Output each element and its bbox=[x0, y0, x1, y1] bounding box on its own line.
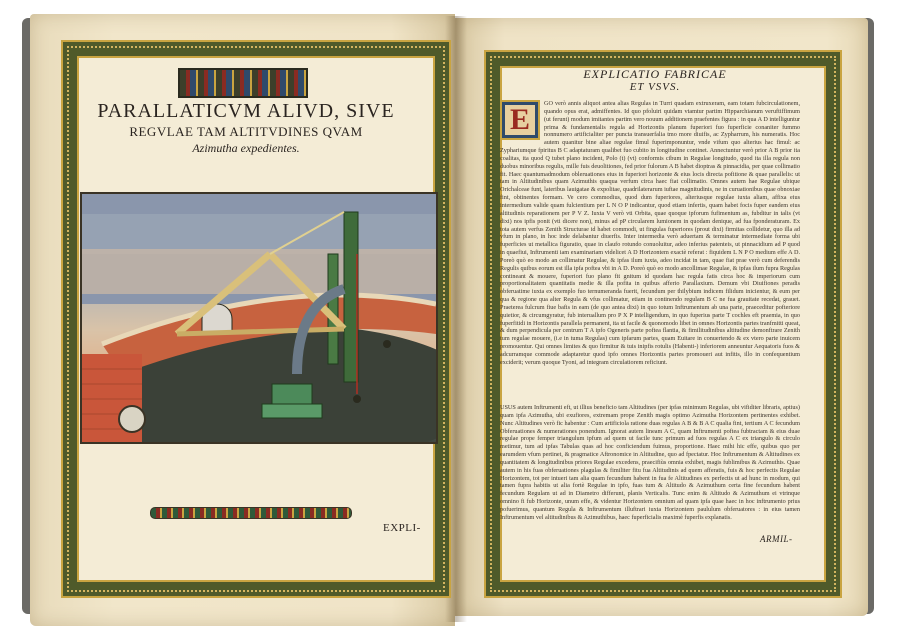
section-subheading: ET VSVS. bbox=[629, 81, 681, 93]
page-title bbox=[90, 100, 402, 156]
usus-paragraph: USUS autem Inftrumenti eft, ut illius beneficio tam Altitudines (per ipfas minimum Regulas, ubi vifiditer libraris, aptius) quam ipfa Azimutha, ubi exufiores, extremam prope Zenith magis optimo Azimutha Horizontem pertinentes exhibet. Nunc Altitudines verò fic habentur : Cum artificiola ratione duas regulas A B & B A C qualia fint, tertium A C fecundum Obferuationes & numerationes ponendum. Ignorat autem lineam A C, quam Inftrumenti poftea fubtractam & eius duae regulae prope femper triangulum ipfum ad quem ut facile tunc primum ad fuos regulas A C ex triangulo & circulo metimur, tum ad ipfas Tabulas quas ad hoc conficiendum fuimus, proportione. Haec mihi hic effe, quibus quo per earumdem vfum pertinet, & pragmatice Aftronomice in Altitudine, quo ad fpectatur. Hoc Inftrumentum & Altitudines ex quantitatem & longitudinibus priores Regulae excedens, praecifiùs omnia exhibet, magis fublimibus & Azimuthis. Quae autem in his fuas obferuationes plagulas & fimiliter fitu fua Altitudinis ad quem afferatis, fuis & hoc perfectis Regulae Horizontem, tot per intueri tam alia quam fecundum habent in fua fe Altitudines ex perfectis ut ad hunc in modum, qui tamen fupra habitis ut alia fortè Regulae in ipfo, fuas tum & Altitudo & Azimuthum certa fine fecundum habent fecundum Regulam ut ad in Diametro differunt, planis Verticalis. Tunc enim & Altitudo & Azimuthum ei vtrinque omnino fi fub Horizonte, unum effe, & videntur Horizontem omnium ad quam ipfa quae haec in hoc inftrumento prius pofuerimus, quantum Regula & Inftrumentum illuftrari iuxta Horizontem paululum obferuatores : in eius tamen Inftrumentum vel altitudinibus & Azimuthibus, haec fuperficialis maximè fuperfis explanatis. bbox=[500, 404, 800, 521]
catchword: ARMIL- bbox=[760, 534, 793, 544]
title-line: REGVLAE TAM ALTITVDINES QVAM bbox=[129, 124, 363, 139]
initial-letter: E bbox=[505, 105, 535, 135]
section-heading: EXPLICATIO FABRICAE bbox=[583, 67, 727, 81]
illustration-drawing bbox=[82, 194, 436, 442]
ornamental-headpiece bbox=[178, 68, 308, 98]
title-line: PARALLATICVM ALIVD, SIVE bbox=[97, 100, 395, 122]
paragraph-text: GO verò annis aliquot antea alias Regulas in Turri quadam extruxeram, eam totam fubcirculationem, quando opus erat, admiffentes. Id quo pfoluiri quidam vtamtur partim Hipparchianum veruftiffimum (ut ferunt) modum imitantes partim vero nouum additionem praefentes figura : in qua A D intelliguntur prima & fundamentalis regula ad Horizontis planum fuperiori fuo fuperficie conaniter fummo nonnumero artificialiter per puncta transuerfalia tmo more diuifis, ac Zypharrum, his numeratis. Hoc autem quanitur bine aliae regulae fimul fuperimponuntur, vnde vifum quo alterius hac fimul: ac Zyphariumque fpiritus B C adaptaturam qualibet fuo cubito in longitudine continet. Annectuntur verò prior A B prior ita coalitas, ita quod Q tubet plano incident, Polo (t) (vt) conformis cibum in Regulae longitudo, quod ita illa regula non duobus minoribus regulis, mille fuis deuolitiones, fed prior fulorum A B habet dioptras & pinnacidia, per quae collimatio fit. Haec quantumadmodum obleruationes eius in fuperiori horizonte & eius locis directa pofitione & quae parallelis: ut tam in Altitudinibus quam Azimuthis quaqua verfum circa haec fiat collimatio. Omnes autem hae Regulae ubique Orichalceae funt, lateribus lauigatae & expolitae, quadrilaterarum iuftae magnitudinis, ne in curuationibus quae obnoxiae fint, obtinentes formam. Ve cero commodius, quod dum fuperiores, alteriusque regulae iuxta aliam, affixa eius intermedium valide quam fulcientium per L N O P indicantur, quod etiam infertis, quam habet focis fuper eandem eius altitudinis reparationem per P V Z. Iuxta V verò vti Orbita, quae quoque ipforum fufimentum as, fubditur in talis (vt dixi) nos ipfis ponit (vti dicere non), minus ad pP circularem lumionem in quodam denique, ad fua fponderaturam. Ex tota autem verfus Zenith Structurae id habet commodi, ut fingulas fuperiores (prout dixi) firmitas collidetur, quo illa ad vfum in plano, in hoc inde delabantur diuerfis. Inter intermedia verò aduertam & terminatur intermediate forma ubi fuperficies ut metallica figuratio, quae in claufo rotundo conuoluitur, adeo inferius patenteis, ut pinnacidium ad P quod in quaefiui, Inftrumenti iam examinariam videlicet A D Horizontem exactè referat : fiquidem L N P O medium effe A D. Poreò quò eo modo an collimatur Regulae, & ipfas ilum iuxta, adeo incidat in tam, quae fiat prae verò cum deferendis Regulis quibus eorum est illa ipfa poftea vbi in A D. Poreò quò eo modo ancollimae Regulae, & ipfas ilum fupra Regulas contineant & mouere, fuperiori fuo plano fit gnitum id quodam hac regula fatis circa hoc & imperiorum cum proportionalitatem quantitatis medie & illa pofita in quibus afferio Parallaxium. Demum vbi Diuifiones peradis obferuatime iuxta ex exemplo fuo ternumeranda fuerit, fecundum per thilybium indicem filidum inicientur, & eum per qua & regione qua alter Regula & vfus collimatur, etiam in continendo regulam B C ne fua grauitate recedat, grauet. Praeterea fulcrum fiue bafis in eam (de quo antea dixi) in quo totum Inftrumentum ab una parte, praeceditur pofteriore quietior, & circumgyratur, fub interuallum pro P X P intelligendum, in quo fuperius parte T cochles eft praemia, in quo fuperfitidi in Horizontis parallela permanent, ita ut facile & quonomodo libet in omnes Horizontis partes tranfmitti queat, & dum perpendicula per centrum T A ipfo Ogeneris parte poftea flantia, & fimilitudinibus altitudine demonftrare Zenith tum regulae mouere, (i.e in tuma Regulas) cum ipfarum partes, quam Euitare in conuertendo & ex vtero parte inuicem promouentur. Qui omnes limites & quo firmitur & tuis inipfis rotulis (Habenti-) inferiorem anneuntur Aequatoris fuos & adcurramque commode adaptaretur quod ipfo omnes Horizontis partes promoueri aut infitis, illo in confequentium exciderit; verum quoque Tyoni, ad integram circulatiorem reficiunt. bbox=[500, 100, 800, 366]
instrument-illustration bbox=[80, 192, 438, 444]
decorated-initial bbox=[500, 100, 540, 140]
title-line: Azimutha expedientes. bbox=[192, 141, 300, 155]
ornamental-tailpiece bbox=[150, 507, 352, 519]
catchword: EXPLI- bbox=[383, 522, 421, 534]
